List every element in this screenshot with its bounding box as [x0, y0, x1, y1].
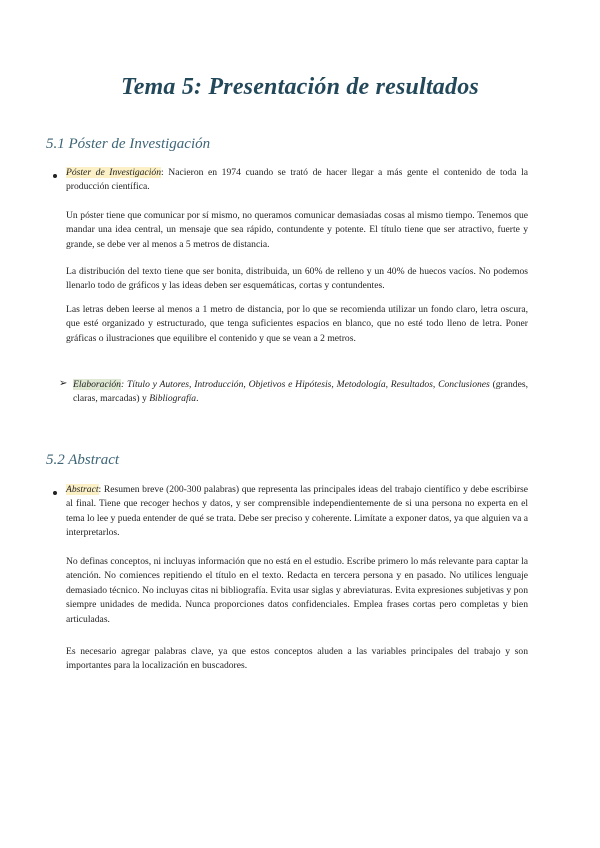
bullet-poster-text: : Nacieron en 1974 cuando se trató de hacer llegar a más gente el contenido de toda la producción científica. — [66, 167, 528, 193]
paragraph-abstract-2: Es necesario agregar palabras clave, ya que estos conceptos aluden a las variables principales del trabajo y son importantes para la localización en buscadores. — [66, 646, 528, 672]
term-abstract: Abstract — [66, 484, 99, 495]
sub-bullet-elaboracion — [73, 378, 528, 407]
page-title: Tema 5: Presentación de resultados — [121, 74, 479, 100]
arrow-bullet-icon: ➢ — [59, 378, 68, 389]
bullet-poster — [66, 166, 528, 195]
bullet-abstract-text: : Resumen breve (200-300 palabras) que representa las principales ideas del trabajo científico y debe escribirse al final. Tiene que recoger hechos y datos, y ser comprensible independientemente de si una persona no experta en el tema lo lee y pueda entender de qué se trata. Debe ser preciso y coherente. Limítate a exponer datos, ya que alguien va a interpretarlos. — [66, 484, 528, 539]
bullet-dot — [53, 174, 57, 178]
section-heading-poster: 5.1 Póster de Investigación — [46, 136, 211, 152]
paragraph-poster-3: Las letras deben leerse al menos a 1 metro de distancia, por lo que se recomienda utilizar un fondo claro, letra oscura, que esté organizado y estructurado, que tenga suficientes espacios en blanco, que no esté todo lleno de letra. Poner gráficas o ilustraciones que equilibre el contenido y que se vean a 2 metros. — [66, 304, 528, 344]
paragraph-poster-2: La distribución del texto tiene que ser bonita, distribuida, un 60% de relleno y un 40% de huecos vacíos. No podemos llenarlo todo de gráficos y las ideas deben ser esquemáticas, cortas y contundentes. — [66, 266, 528, 292]
elaboracion-end: . — [196, 393, 199, 405]
section-heading-abstract: 5.2 Abstract — [46, 452, 120, 468]
paragraph-poster-1: Un póster tiene que comunicar por sí mismo, no queramos comunicar demasiadas cosas al mismo tiempo. Tenemos que mandar una idea central, un mensaje que sea rápido, contundente y potente. El título tiene que ser atractivo, fuerte y grande, se debe ver al menos a 5 metros de distancia. — [66, 210, 528, 250]
paragraph-abstract-1: No definas conceptos, ni incluyas información que no está en el estudio. Escribe primero lo más relevante para captar la atención. No comiences repitiendo el título en el texto. Redacta en tercera persona y en pasado. No utilices lenguaje demasiado técnico. No incluyas citas ni bibliografía. Evita usar siglas y abreviaturas. Evita expresiones subjetivas y pon siempre unidades de medida. Nunca proporciones datos confidenciales. Emplea frases cortas pero completas y bien articuladas. — [66, 556, 528, 625]
elaboracion-bibliografia: Bibliografía — [149, 393, 197, 405]
term-poster: Póster de Investigación — [66, 167, 161, 178]
bullet-abstract — [66, 483, 528, 541]
elaboracion-note: (grandes, claras, marcadas) y — [73, 379, 528, 405]
bullet-dot — [53, 491, 57, 495]
term-elaboracion: Elaboración — [73, 379, 121, 390]
elaboracion-parts: : Título y Autores, Introducción, Objetivos e Hipótesis, Metodología, Resultados, Conclusiones — [120, 379, 490, 390]
